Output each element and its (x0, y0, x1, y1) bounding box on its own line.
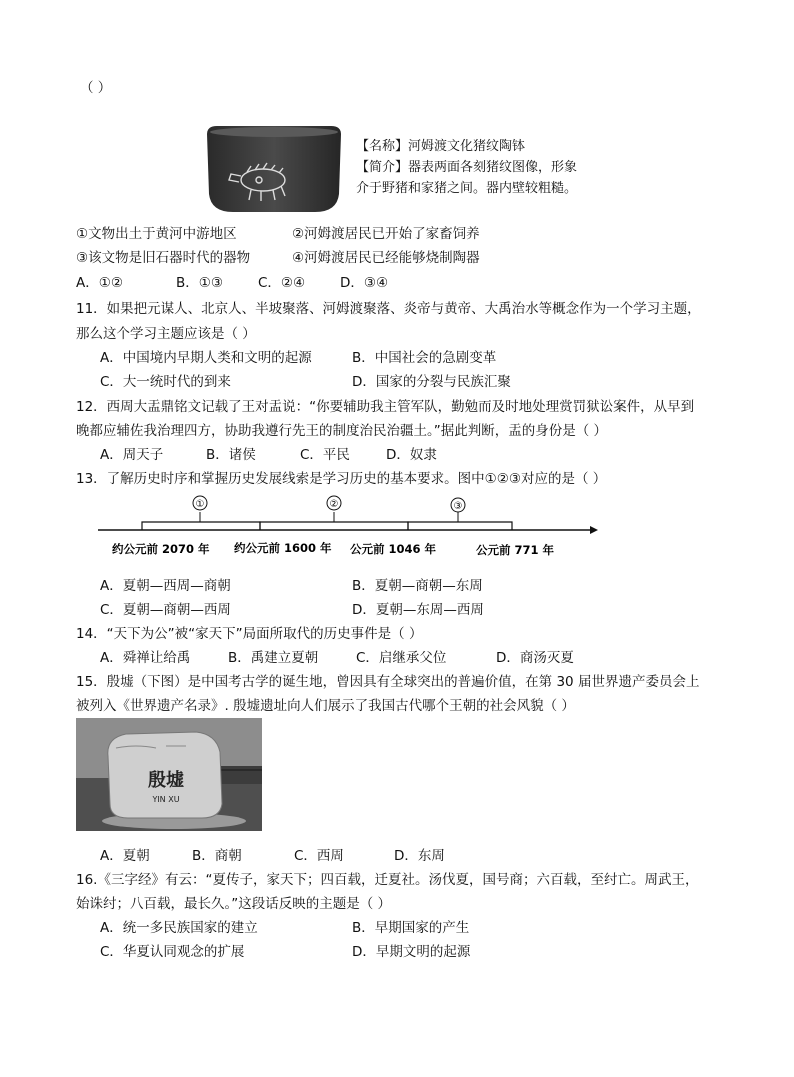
q14-option-c: C．启继承父位 (356, 650, 447, 666)
q16-option-c: C．华夏认同观念的扩展 (100, 944, 245, 960)
stone-pinyin: YIN XU (152, 795, 180, 804)
q14-stem: 14．“天下为公”被“家天下”局面所取代的历史事件是（ ） (76, 626, 423, 642)
yinxu-stone-photo (76, 718, 262, 831)
q15-option-d: D．东周 (394, 848, 445, 864)
timeline-label-1: 约公元前 2070 年 (112, 542, 210, 556)
caption-name-label: 【名称】 (356, 139, 409, 154)
q14-option-a: A．舜禅让给禹 (100, 650, 191, 666)
q11-option-b: B．中国社会的急剧变革 (352, 350, 497, 366)
q11-option-d: D．国家的分裂与民族汇聚 (352, 374, 511, 390)
q10-option-d: D．③④ (340, 275, 389, 291)
q13-option-a: A．夏朝—西周—商朝 (100, 578, 231, 594)
q12-option-b: B．诸侯 (206, 447, 256, 463)
q16-stem-2: 始诛纣；八百载，最长久。”这段话反映的主题是（ ） (76, 896, 392, 912)
q11-option-c: C．大一统时代的到来 (100, 374, 231, 390)
q13-stem: 13．了解历史时序和掌握历史发展线索是学习历史的基本要求。图中①②③对应的是（ ） (76, 471, 607, 487)
q12-option-d: D．奴隶 (386, 447, 437, 463)
timeline-label-2: 约公元前 1600 年 (234, 541, 332, 555)
pottery-caption (356, 136, 577, 199)
q13-option-c: C．夏朝—商朝—西周 (100, 602, 231, 618)
q16-option-d: D．早期文明的起源 (352, 944, 471, 960)
statement-2: ②河姆渡居民已开始了家畜饲养 (292, 226, 480, 242)
timeline-marker-3: ③ (453, 501, 463, 512)
q15-stem-1: 15．殷墟（下图）是中国考古学的诞生地，曾因具有全球突出的普遍价值，在第 30 届世界遗产委员会上 (76, 674, 700, 690)
q16-stem-1: 16.《三字经》有云：“夏传子，家天下；四百载，迁夏社。汤伐夏，国号商；六百载，至纣亡。周武王， (76, 872, 699, 888)
q12-stem-1: 12．西周大盂鼎铭文记载了王对盂说：“你要辅助我主管军队，勤勉而及时地处理赏罚狱讼案件，从早到 (76, 399, 695, 415)
q13-option-d: D．夏朝—东周—西周 (352, 602, 484, 618)
q15-option-a: A．夏朝 (100, 848, 150, 864)
answer-paren: （ ） (80, 80, 112, 96)
statement-4: ④河姆渡居民已经能够烧制陶器 (292, 250, 480, 266)
q14-option-b: B．禹建立夏朝 (228, 650, 319, 666)
caption-intro-value-2: 介于野猪和家猪之间。器内壁较粗糙。 (356, 181, 578, 196)
q15-option-b: B．商朝 (192, 848, 242, 864)
caption-intro-label: 【简介】 (356, 160, 409, 175)
timeline-marker-2: ② (329, 499, 339, 510)
q11-stem-2: 那么这个学习主题应该是（ ） (76, 326, 256, 342)
statement-3: ③该文物是旧石器时代的器物 (76, 250, 251, 266)
q12-option-c: C．平民 (300, 447, 350, 463)
q12-stem-2: 晚都应辅佐我治理四方，协助我遵行先王的制度治民治疆土。”据此判断，盂的身份是（ ） (76, 423, 608, 439)
q16-option-a: A．统一多民族国家的建立 (100, 920, 258, 936)
caption-name-value: 河姆渡文化猪纹陶钵 (408, 139, 526, 154)
q15-stem-2: 被列入《世界遗产名录》. 殷墟遗址向人们展示了我国古代哪个王朝的社会风貌（ ） (76, 698, 575, 714)
q12-option-a: A．周天子 (100, 447, 164, 463)
q16-option-b: B．早期国家的产生 (352, 920, 470, 936)
timeline-marker-1: ① (195, 499, 205, 510)
caption-intro-value-1: 器表两面各刻猪纹图像，形象 (408, 160, 578, 175)
timeline-figure (92, 490, 602, 562)
q10-option-c: C．②④ (258, 275, 306, 291)
q11-option-a: A．中国境内早期人类和文明的起源 (100, 350, 312, 366)
statement-1: ①文物出土于黄河中游地区 (76, 226, 237, 242)
q10-option-b: B．①③ (176, 275, 223, 291)
q15-option-c: C．西周 (294, 848, 344, 864)
pottery-bowl-image (203, 124, 345, 214)
q11-stem-1: 11．如果把元谋人、北京人、半坡聚落、河姆渡聚落、炎帝与黄帝、大禹治水等概念作为一个学习主题， (76, 301, 701, 317)
timeline-label-3: 公元前 1046 年 (350, 542, 437, 556)
q10-option-a: A．①② (76, 275, 123, 291)
stone-title: 殷墟 (148, 770, 184, 791)
q13-option-b: B．夏朝—商朝—东周 (352, 578, 483, 594)
timeline-label-4: 公元前 771 年 (476, 543, 555, 557)
q14-option-d: D．商汤灭夏 (496, 650, 574, 666)
